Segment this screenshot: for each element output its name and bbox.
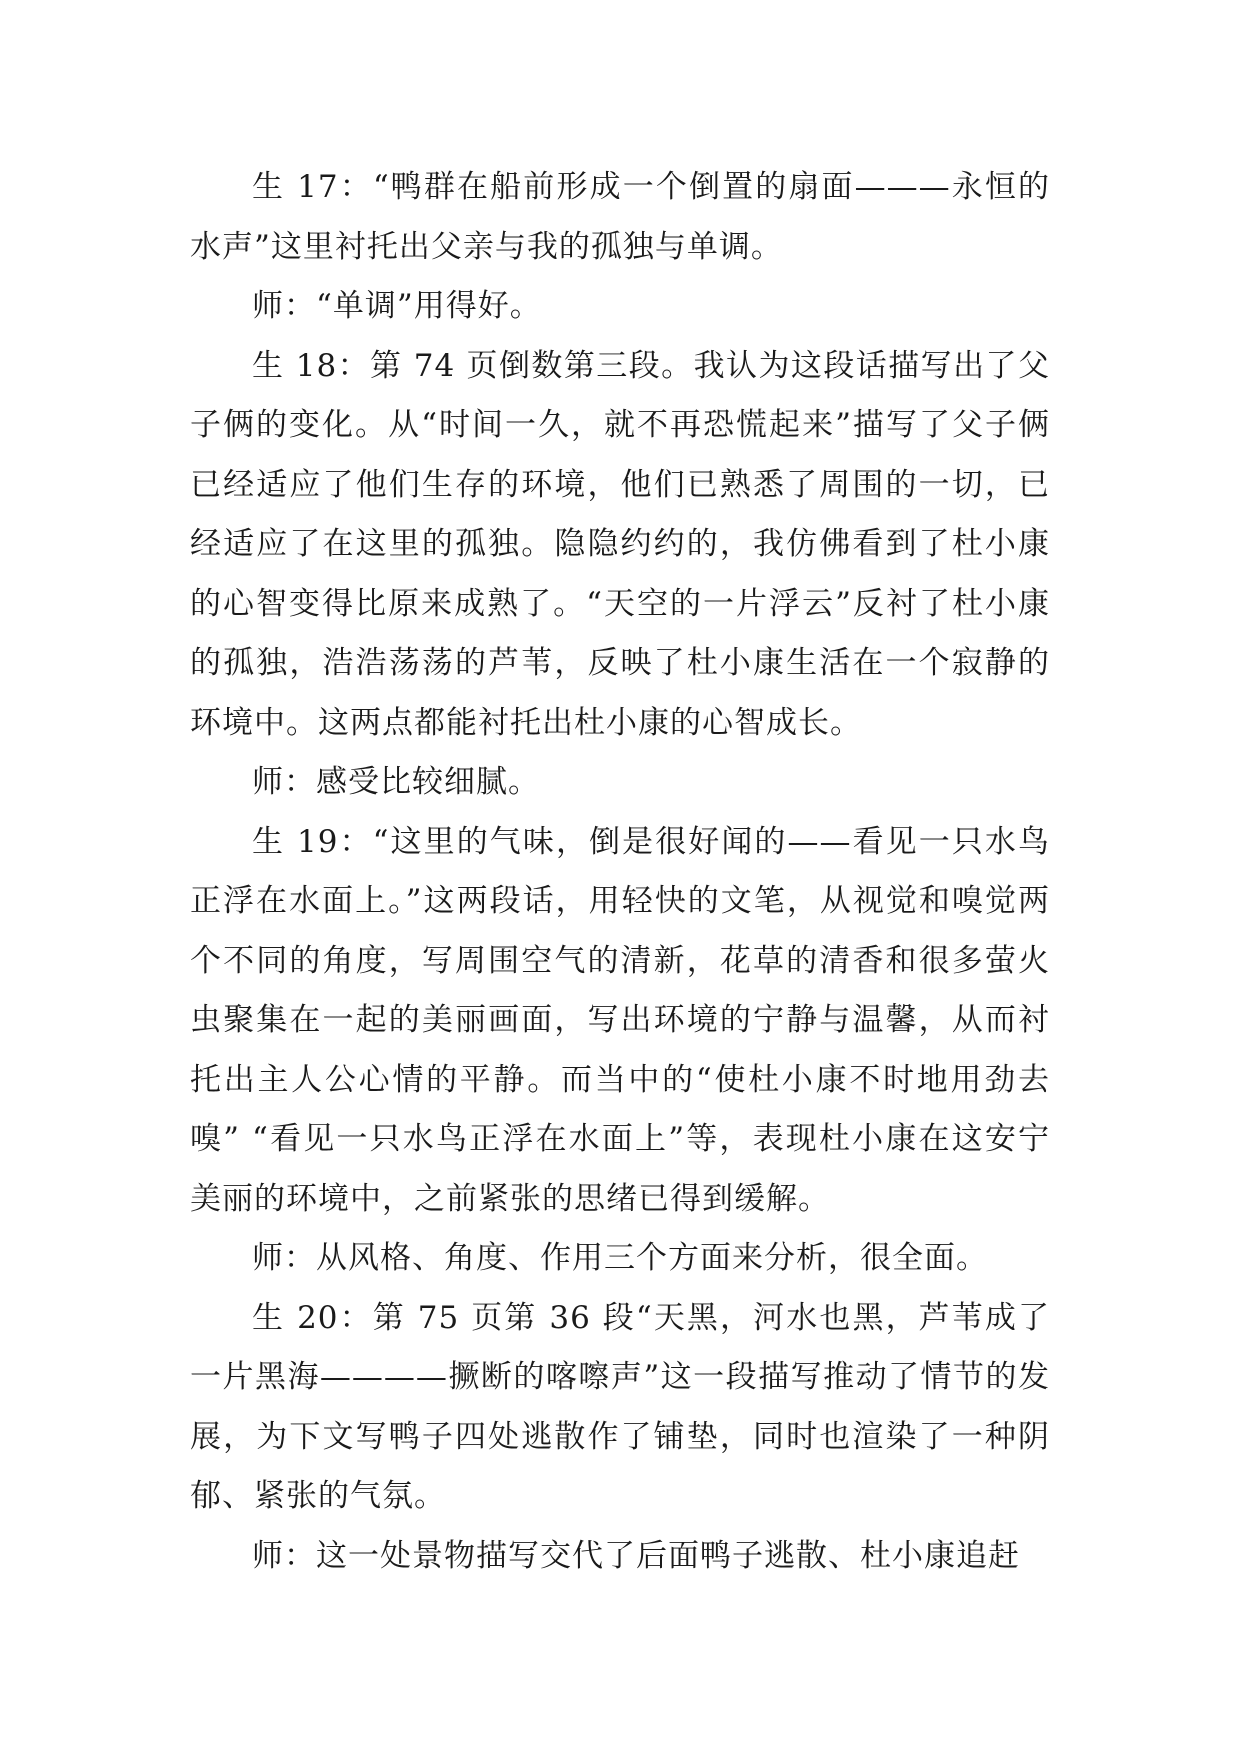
paragraph-teacher-comment-2: 师：感受比较细腻。 <box>252 764 540 800</box>
paragraph-student-20: 生 20：第 75 页第 36 段“天黑，河水也黑，芦苇成了一片黑海————撅断的喀嚓声”这一段描写推动了情节的发展，为下文写鸭子四处逃散作了铺垫，同时也渲染了一种阴郁、紧张的气氛。 <box>190 1299 1050 1514</box>
document-page <box>190 158 1050 1586</box>
paragraph-student-17: 生 17：“鸭群在船前形成一个倒置的扇面———永恒的水声”这里衬托出父亲与我的孤独与单调。 <box>190 169 1050 265</box>
paragraph-student-19: 生 19：“这里的气味，倒是很好闻的——看见一只水鸟正浮在水面上。”这两段话，用轻快的文笔，从视觉和嗅觉两个不同的角度，写周围空气的清新，花草的清香和很多萤火虫聚集在一起的美丽画面，写出环境的宁静与温馨，从而衬托出主人公心情的平静。而当中的“使杜小康不时地用劲去嗅” “看见一只水鸟正浮在水面上”等，表现杜小康在这安宁美丽的环境中，之前紧张的思绪已得到缓解。 <box>190 823 1050 1217</box>
paragraph-teacher-comment-4: 师：这一处景物描写交代了后面鸭子逃散、杜小康追赶 <box>252 1537 1020 1574</box>
paragraph-student-18: 生 18：第 74 页倒数第三段。我认为这段话描写出了父子俩的变化。从“时间一久，就不再恐慌起来”描写了父子俩已经适应了他们生存的环境，他们已熟悉了周围的一切，已经适应了在这里的孤独。隐隐约约的，我仿佛看到了杜小康的心智变得比原来成熟了。“天空的一片浮云”反衬了杜小康的孤独，浩浩荡荡的芦苇，反映了杜小康生活在一个寂静的环境中。这两点都能衬托出杜小康的心智成长。 <box>190 347 1050 741</box>
paragraph-teacher-comment-1: 师：“单调”用得好。 <box>252 288 542 324</box>
paragraph-teacher-comment-3: 师：从风格、角度、作用三个方面来分析，很全面。 <box>252 1240 988 1276</box>
